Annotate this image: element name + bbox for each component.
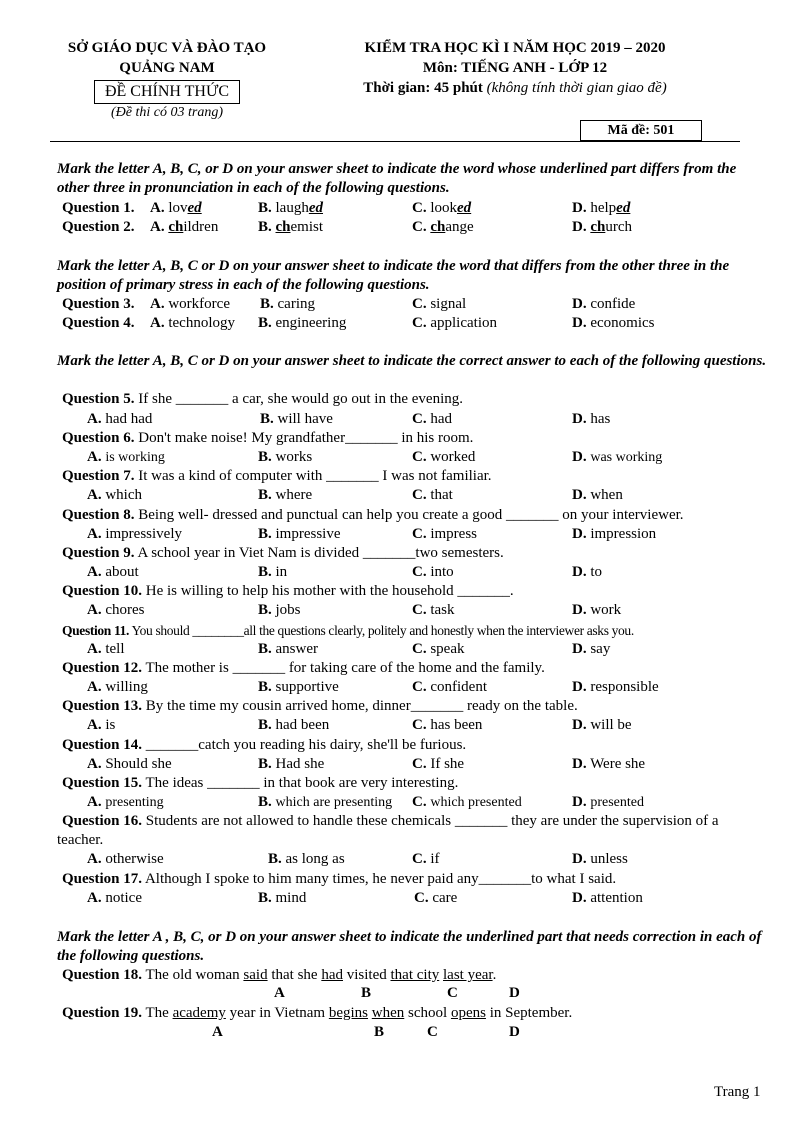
option-d: D. work — [572, 602, 622, 618]
province-name: QUẢNG NAM — [119, 60, 215, 76]
letter-d: D — [509, 1024, 520, 1040]
option-c: C. into — [412, 564, 454, 580]
question-2 — [62, 218, 767, 237]
option-b: B. works — [258, 449, 313, 465]
option-a: A. notice — [87, 890, 142, 906]
official-exam-box: ĐỀ CHÍNH THỨC — [94, 80, 240, 104]
option-c: C. speak — [412, 641, 465, 657]
letter-b: B — [374, 1024, 385, 1040]
school-header — [52, 38, 282, 122]
question-3 — [62, 295, 767, 314]
question-14-options — [62, 755, 767, 774]
question-9-options — [62, 563, 767, 582]
option-d: D. will be — [572, 717, 632, 733]
letter-c: C — [447, 985, 458, 1001]
option-d: D. say — [572, 641, 611, 657]
option-a: A. about — [87, 564, 139, 580]
letter-b: B — [361, 985, 372, 1001]
option-b: B. supportive — [258, 679, 339, 695]
instruction-correct-answer: Mark the letter A, B, C or D on your answer sheet to indicate the correct answer to each of the following questions. — [57, 353, 767, 369]
option-b: B. engineering — [258, 315, 347, 331]
department-name: SỞ GIÁO DỤC VÀ ĐÀO TẠO — [67, 40, 267, 56]
option-b: B. answer — [258, 641, 318, 657]
question-15: Question 15. The ideas _______ in that book are very interesting. — [62, 775, 459, 791]
option-d: D. when — [572, 487, 623, 503]
option-d: D. was working — [572, 449, 663, 465]
option-c: C. impress — [412, 526, 478, 542]
question-7-options — [62, 486, 767, 505]
option-d: D. has — [572, 411, 611, 427]
question-17-options — [62, 889, 767, 908]
option-c: C. application — [412, 315, 497, 331]
page-number: Trang 1 — [714, 1084, 761, 1100]
option-d: D. to — [572, 564, 603, 580]
option-d: D. presented — [572, 794, 644, 810]
question-11-options — [62, 640, 767, 659]
option-d: D. attention — [572, 890, 643, 906]
option-b: B. mind — [258, 890, 307, 906]
instruction-stress: Mark the letter A, B, C or D on your answer sheet to indicate the word that differs from the other three in the position of primary stress in each of the following questions. — [57, 258, 730, 293]
letter-d: D — [509, 985, 520, 1001]
question-15-options — [62, 793, 767, 812]
question-13: Question 13. By the time my cousin arrived home, dinner_______ ready on the table. — [62, 698, 578, 714]
option-b: B. as long as — [268, 851, 345, 867]
option-a: A. impressively — [87, 526, 182, 542]
option-a: A. presenting — [87, 794, 164, 810]
option-c: C. worked — [412, 449, 476, 465]
letter-a: A — [274, 985, 285, 1001]
question-10-options — [62, 601, 767, 620]
question-label: Question 4. — [62, 315, 135, 331]
question-19: Question 19. The academy year in Vietnam begins when school opens in September. — [62, 1005, 573, 1021]
option-c: C. task — [412, 602, 455, 618]
option-c: C. change — [412, 219, 474, 235]
question-label: Question 3. — [62, 296, 135, 312]
question-17: Question 17. Although I spoke to him many times, he never paid any_______to what I said. — [62, 871, 617, 887]
option-d: D. responsible — [572, 679, 659, 695]
option-b: B. will have — [260, 411, 333, 427]
option-c: C. that — [412, 487, 453, 503]
question-1 — [62, 199, 767, 218]
question-4 — [62, 314, 767, 333]
option-b: B. caring — [260, 296, 315, 312]
letter-c: C — [427, 1024, 438, 1040]
question-6: Question 6. Don't make noise! My grandfather_______ in his room. — [62, 430, 474, 446]
question-8: Question 8. Being well- dressed and punctual can help you create a good _______ on your interviewer. — [62, 507, 684, 523]
question-19-letters — [0, 1024, 700, 1043]
option-a: A. is working — [87, 449, 165, 465]
option-c: C. looked — [412, 200, 472, 216]
option-a: A. had had — [87, 411, 153, 427]
option-d: D. helped — [572, 200, 631, 216]
option-a: A. Should she — [87, 756, 172, 772]
option-c: C. had — [412, 411, 453, 427]
header-divider — [50, 141, 740, 142]
time-label: Thời gian: 45 phút — [363, 80, 483, 96]
option-d: D. church — [572, 219, 632, 235]
question-5-options — [62, 410, 767, 429]
option-c: C. If she — [412, 756, 465, 772]
option-b: B. laughed — [258, 200, 324, 216]
option-d: D. economics — [572, 315, 655, 331]
option-b: B. had been — [258, 717, 330, 733]
option-c: C. care — [414, 890, 458, 906]
exam-code-box: Mã đề: 501 — [580, 120, 702, 141]
option-d: D. confide — [572, 296, 636, 312]
option-a: A. loved — [150, 200, 202, 216]
option-b: B. which are presenting — [258, 794, 393, 810]
exam-title: KIỂM TRA HỌC KÌ I NĂM HỌC 2019 – 2020 — [364, 40, 666, 56]
option-b: B. impressive — [258, 526, 341, 542]
question-10: Question 10. He is willing to help his mother with the household _______. — [62, 583, 514, 599]
option-a: A. chores — [87, 602, 145, 618]
option-b: B. Had she — [258, 756, 325, 772]
question-label: Question 1. — [62, 200, 135, 216]
option-a: A. tell — [87, 641, 125, 657]
question-9: Question 9. A school year in Viet Nam is divided _______two semesters. — [62, 545, 504, 561]
option-c: C. signal — [412, 296, 467, 312]
time-note: (không tính thời gian giao đề) — [486, 80, 667, 96]
question-14: Question 14. _______catch you reading his dairy, she'll be furious. — [62, 737, 467, 753]
exam-time — [330, 78, 700, 98]
option-c: C. confident — [412, 679, 487, 695]
option-b: B. jobs — [258, 602, 301, 618]
question-5: Question 5. If she _______ a car, she would go out in the evening. — [62, 391, 464, 407]
option-c: C. has been — [412, 717, 483, 733]
question-6-options — [62, 448, 767, 467]
question-12: Question 12. The mother is _______ for taking care of the home and the family. — [62, 660, 545, 676]
option-b: B. where — [258, 487, 313, 503]
option-a: A. willing — [87, 679, 148, 695]
question-13-options — [62, 716, 767, 735]
letter-a: A — [212, 1024, 223, 1040]
option-a: A. technology — [150, 315, 235, 331]
question-12-options — [62, 678, 767, 697]
option-c: C. if — [412, 851, 440, 867]
pages-note: (Đề thi có 03 trang) — [111, 105, 223, 120]
option-d: D. Were she — [572, 756, 646, 772]
option-a: A. is — [87, 717, 116, 733]
option-c: C. which presented — [412, 794, 522, 810]
question-8-options — [62, 525, 767, 544]
question-label: Question 2. — [62, 219, 135, 235]
question-11: Question 11. You should ________all the questions clearly, politely and honestly when the interviewer asks you. — [62, 623, 634, 638]
question-7: Question 7. It was a kind of computer with _______ I was not familiar. — [62, 468, 492, 484]
instruction-pronunciation: Mark the letter A, B, C, or D on your answer sheet to indicate the word whose underlined part differs from the other three in pronunciation in each of the following questions. — [57, 161, 737, 196]
question-16-options — [62, 850, 767, 869]
option-b: B. in — [258, 564, 288, 580]
option-b: B. chemist — [258, 219, 324, 235]
option-a: A. children — [150, 219, 219, 235]
question-18-letters — [0, 985, 700, 1004]
option-d: D. impression — [572, 526, 657, 542]
instruction-error-correction: Mark the letter A , B, C, or D on your answer sheet to indicate the underlined part that needs correction in each of the following questions. — [57, 929, 762, 964]
exam-header — [330, 38, 700, 98]
question-16: Question 16. Students are not allowed to handle these chemicals _______ they are under the supervision of a teacher. — [57, 813, 719, 848]
option-a: A. workforce — [150, 296, 230, 312]
exam-subject: Môn: TIẾNG ANH - LỚP 12 — [422, 60, 608, 76]
option-a: A. otherwise — [87, 851, 164, 867]
option-a: A. which — [87, 487, 143, 503]
option-d: D. unless — [572, 851, 628, 867]
question-18: Question 18. The old woman said that she had visited that city last year. — [62, 967, 497, 983]
